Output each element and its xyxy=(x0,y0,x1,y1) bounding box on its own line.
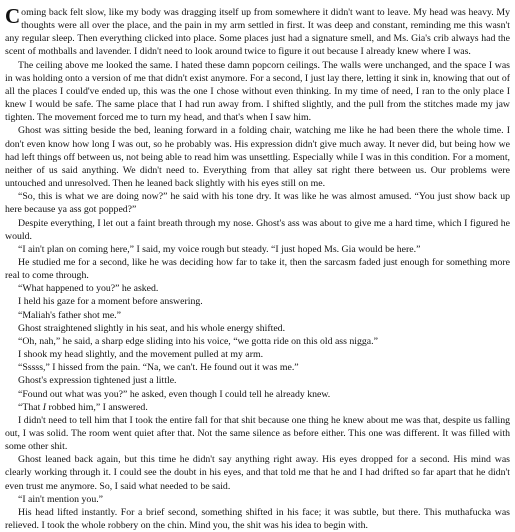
opening-paragraph xyxy=(5,6,510,59)
emphasized-word: I xyxy=(42,401,47,413)
paragraph: I held his gaze for a moment before answering. xyxy=(18,296,203,308)
paragraph: I shook my head slightly, and the movement pulled at my arm. xyxy=(18,349,264,361)
dialogue-paragraph: “I ain't plan on coming here,” I said, my voice rough but steady. “I just hoped Ms. Gia would be here.” xyxy=(18,243,421,255)
dialogue-paragraph xyxy=(5,401,510,414)
paragraph: Ghost straightened slightly in his seat, and his whole energy shifted. xyxy=(18,322,286,334)
dialogue-paragraph: “What happened to you?” he asked. xyxy=(18,283,159,295)
drop-cap: C xyxy=(5,4,21,28)
dialogue-paragraph: “Found out what was you?” he asked, even though I could tell he already knew. xyxy=(18,388,331,400)
paragraph: Ghost was sitting beside the bed, leaning forward in a folding chair, watching me like he had been there the whole time. I don't even know how long I was out, so he probably was. His expression didn't give much away. It never did, but being how we had left things off between us, not being able to read him was unsettling. Especially while I was in this condition. For a moment, neither of us said anything. We didn't need to. Everything from that alley sat right there between us. Our problems were untouched and unresolved. Then he leaned back slightly with his eyes still on me. xyxy=(5,125,510,190)
paragraph: His head lifted instantly. For a brief second, something shifted in his face; it was subtle, but there. This muthafucka was relieved. I took the whole robbery on the chin. Mind you, the shit was his idea to begin with. xyxy=(5,506,510,532)
dialogue-paragraph: “Sssss,” I hissed from the pain. “Na, we can't. He found out it was me.” xyxy=(18,362,299,374)
quote-open-text: “That xyxy=(18,401,43,413)
quote-rest-text: robbed him,” I answered. xyxy=(46,401,148,413)
opening-paragraph-text: oming back felt slow, like my body was dragging itself up from somewhere it didn't want to leave. My head was heavy. My thoughts were all over the place, and the pain in my arm settled in first. It was deep and constant, reminding me this wasn't any regular sleep. Then everything clicked into place. Some places just had a signature smell, and Ms. Gia's crib always had the scent of mothballs and lavender. I didn't need to look around twice to figure it out because I already knew where I was. xyxy=(5,7,510,58)
paragraph: I didn't need to tell him that I took the entire fall for that shit because one thing he knew about me was that, despite us falling out, I was solid. The room went quiet after that. Not the same silence as before either. This one was different. It was filled with some other shit. xyxy=(5,414,510,453)
paragraph: Ghost leaned back again, but this time he didn't say anything right away. His eyes dropped for a second. His mind was clearly working through it. I could see the doubt in his eyes, and that told me that he and I had drifted so far apart that he didn't even trust me anymore. So, I said what needed to be said. xyxy=(5,454,510,492)
dialogue-paragraph: “Maliah's father shot me.” xyxy=(18,309,121,321)
paragraph: The ceiling above me looked the same. I hated these damn popcorn ceilings. The walls were unchanged, and the space I was in was holding onto a version of me that didn't exist anymore. For a second, I just lay there, letting it sink in, knowing that out of all the places I could've ended up, this was the one I chose without even thinking. In my time of need, I ran to the only place I knew I would be safe. The same place that I had run away from. I shifted slightly, and the pull from the stitches made my jaw tighten. The movement forced me to turn my head, and that's when I saw him. xyxy=(5,59,510,124)
paragraph: Ghost's expression tightened just a little. xyxy=(18,375,177,387)
dialogue-paragraph: “Oh, nah,” he said, a sharp edge sliding into his voice, “we gotta ride on this old ass nigga.” xyxy=(18,335,378,347)
paragraph: Despite everything, I let out a faint breath through my nose. Ghost's ass was about to give me a hard time, which I figured he would. xyxy=(5,217,510,242)
dialogue-paragraph: “So, this is what we are doing now?” he said with his tone dry. It was like he was almost amused. “You just show back up here because ya ass got popped?” xyxy=(5,191,510,216)
paragraph: He studied me for a second, like he was deciding how far to take it, then the sarcasm faded just enough for something more real to come through. xyxy=(5,256,510,282)
dialogue-paragraph: “I ain't mention you.” xyxy=(18,493,104,505)
